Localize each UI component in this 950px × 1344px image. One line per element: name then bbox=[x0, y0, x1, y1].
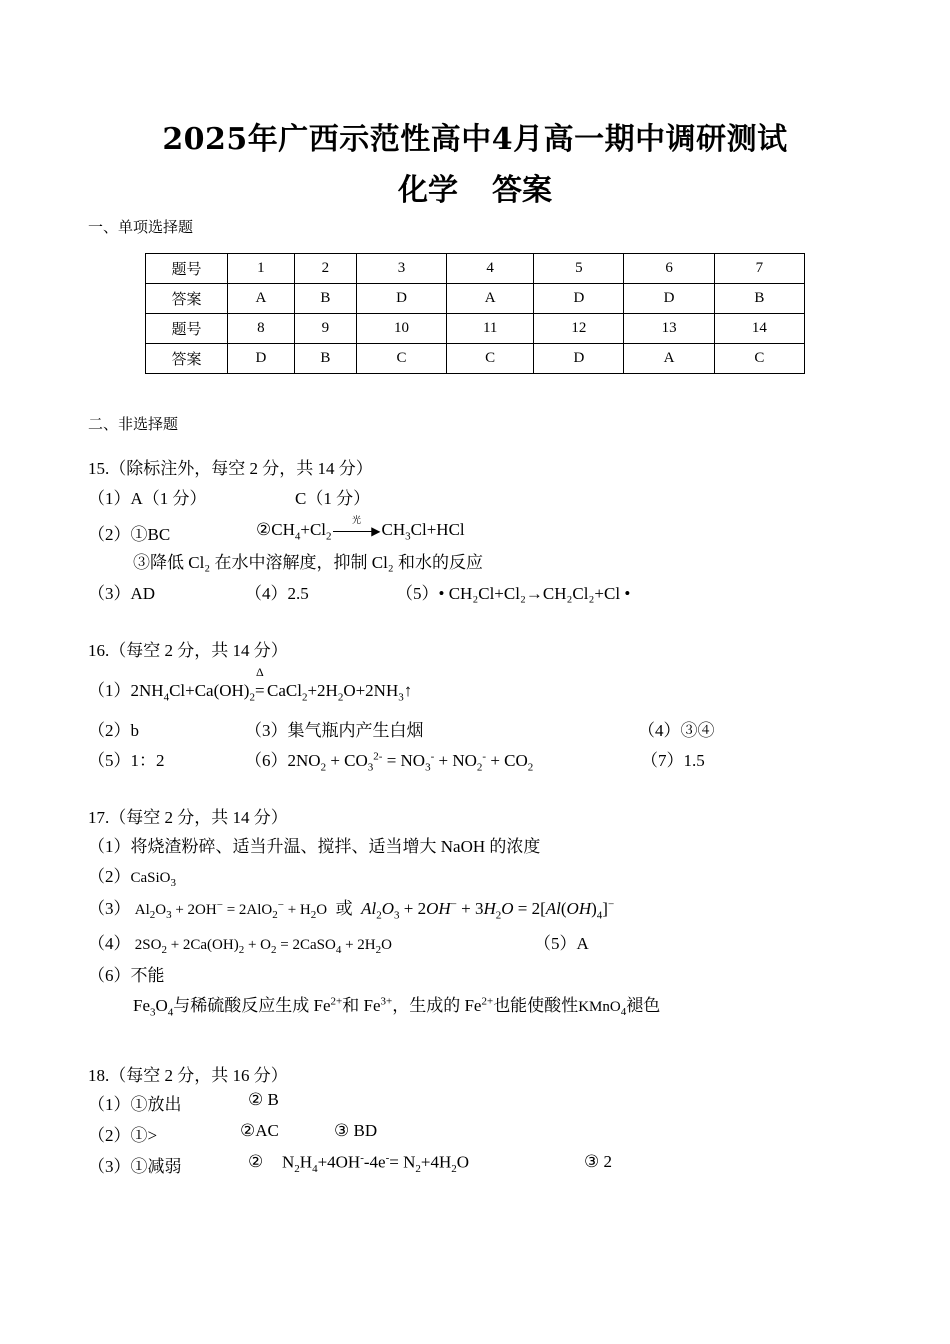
document-title: 2025年广西示范性高中4月高一期中调研测试 bbox=[162, 122, 788, 157]
table-cell: 题号 bbox=[146, 254, 228, 284]
table-cell: 5 bbox=[534, 254, 624, 284]
q15-line3: ③降低 Cl₂ 在水中溶解度，抑制 Cl₂ 和水的反应 bbox=[133, 553, 483, 572]
table-cell: C bbox=[356, 344, 446, 374]
subject-label: 化学 bbox=[398, 173, 458, 208]
q18-answer-1a: （1）①放出 bbox=[88, 1095, 182, 1114]
table-cell: 2 bbox=[294, 254, 356, 284]
q17-line2 bbox=[88, 862, 176, 889]
table-cell: D bbox=[624, 284, 714, 314]
q17-label-2: （2） bbox=[88, 867, 131, 886]
table-cell: 13 bbox=[624, 314, 714, 344]
answer-table bbox=[145, 253, 805, 374]
equation-text: ②CH bbox=[256, 520, 295, 539]
table-cell: 1 bbox=[228, 254, 295, 284]
q15-answer-1a: （1）A（1 分） bbox=[88, 489, 207, 508]
q16-answer-7: （7）1.5 bbox=[641, 751, 705, 770]
q15-line2 bbox=[88, 515, 465, 545]
q17-heading: 17.（每空 2 分，共 14 分） bbox=[88, 808, 288, 827]
q17-line6: $Fe_3O_4$与稀硫酸反应生成 $Fe^{2+}$和 $Fe^{3+}$，生成的 $Fe^{2+}$也能使酸性KMnO$_4$褪色 bbox=[133, 995, 661, 1019]
q16-line1: $(1)2NH_4Cl+Ca(OH)_2$ Δ = $CaCl_2+2H_2O+2NH_3↑$ bbox=[88, 665, 413, 704]
table-row bbox=[146, 344, 805, 374]
kmno4-formula: KMnO$_4$ bbox=[578, 999, 627, 1018]
table-cell: A bbox=[624, 344, 714, 374]
q16-line3 bbox=[88, 746, 705, 774]
document-subtitle bbox=[0, 165, 950, 209]
table-cell: 答案 bbox=[146, 344, 228, 374]
table-cell: C bbox=[447, 344, 534, 374]
table-cell: 11 bbox=[447, 314, 534, 344]
table-cell: D bbox=[356, 284, 446, 314]
q17-answer-5: （5）A bbox=[534, 934, 589, 953]
section-heading-non-choice: 二、非选择题 bbox=[88, 415, 179, 433]
q18-answer-2b: ②AC bbox=[240, 1121, 279, 1140]
table-cell: B bbox=[294, 284, 356, 314]
q18-line2 bbox=[88, 1121, 378, 1146]
q17-line3: （3） $Al_2O_3 + 2OH^- = 2AlO_2^- + H_2O$ 或 $Al_2O_3 + 2OH^- + 3H_2O = 2[Al(OH)_4]^-$ bbox=[88, 898, 615, 922]
table-cell: 14 bbox=[714, 314, 804, 344]
table-row bbox=[146, 314, 805, 344]
q17-text: ，生成的 Fe bbox=[392, 996, 482, 1015]
q15-answer-5: （5）• CH₂Cl+Cl₂→CH₂Cl₂+Cl • bbox=[396, 584, 631, 603]
q18-electrode-equation: $N_2H_4+4OH^--4e^-= N_2+4H_2O$ bbox=[282, 1152, 470, 1176]
q17-line1: （1）将烧渣粉碎、适当升温、搅拌、适当增大 NaOH 的浓度 bbox=[88, 837, 541, 856]
q15-line4 bbox=[88, 579, 631, 604]
table-cell: 9 bbox=[294, 314, 356, 344]
q16-answer-5: （5）1：2 bbox=[88, 751, 165, 770]
table-cell: 7 bbox=[714, 254, 804, 284]
table-cell: 10 bbox=[356, 314, 446, 344]
q15-answer-2a: （2）①BC bbox=[88, 525, 171, 544]
table-cell: 答案 bbox=[146, 284, 228, 314]
q17-answer-2: CaSiO$_3$ bbox=[130, 870, 177, 889]
q17-text: 褪色 bbox=[626, 996, 661, 1015]
q17-equation-4: $2SO_2 + 2Ca(OH)_2 + O_2$ = 2CaSO$_4$ + $2H_2O$ bbox=[134, 937, 392, 956]
q15-line1 bbox=[88, 484, 371, 509]
q16-answer-4: （4）③④ bbox=[638, 721, 715, 740]
table-cell: C bbox=[714, 344, 804, 374]
heat-symbol: Δ bbox=[255, 665, 264, 679]
section-heading-single-choice: 一、单项选择题 bbox=[88, 218, 194, 236]
q17-label-4: （4） bbox=[88, 934, 131, 953]
table-cell: 6 bbox=[624, 254, 714, 284]
q17-line5: （6）不能 bbox=[88, 966, 165, 985]
q15-answer-4: （4）2.5 bbox=[245, 584, 309, 603]
q18-answer-2c: ③ BD bbox=[334, 1121, 378, 1140]
q15-reaction-equation: $②CH_4+Cl_2$ 光 ▶ $CH_3Cl+HCl$ bbox=[256, 515, 465, 543]
q17-text: 也能使酸性 bbox=[493, 996, 579, 1015]
q18-answer-3a: （3）①减弱 bbox=[88, 1157, 182, 1176]
q18-answer-1b: ② B bbox=[248, 1090, 279, 1109]
q17-or: 或 bbox=[335, 899, 353, 918]
q15-heading: 15.（除标注外，每空 2 分，共 14 分） bbox=[88, 459, 373, 478]
table-cell: 12 bbox=[534, 314, 624, 344]
table-cell: 题号 bbox=[146, 314, 228, 344]
table-cell: D bbox=[534, 284, 624, 314]
q18-answer-2a: （2）①> bbox=[88, 1126, 158, 1145]
q17-label-3: （3） bbox=[88, 899, 131, 918]
heat-equals-icon: Δ = bbox=[254, 665, 265, 700]
q18-line1 bbox=[88, 1090, 279, 1115]
q16-answer-6: $(6)2NO_2 + CO_3^{2-} = NO_3^- + NO_2^- + CO_2$ bbox=[245, 750, 534, 774]
table-row bbox=[146, 284, 805, 314]
q18-heading: 18.（每空 2 分，共 16 分） bbox=[88, 1066, 288, 1085]
q16-heading: 16.（每空 2 分，共 14 分） bbox=[88, 641, 288, 660]
q18-line3 bbox=[88, 1152, 612, 1177]
table-cell: A bbox=[447, 284, 534, 314]
arrow-label: 光 bbox=[352, 515, 362, 526]
q15-answer-1b: C（1 分） bbox=[295, 489, 371, 508]
equation-text: （1）2NH bbox=[88, 681, 164, 700]
gas-up-arrow-icon: ↑ bbox=[403, 681, 413, 700]
answer-label: 答案 bbox=[492, 173, 552, 208]
table-cell: D bbox=[534, 344, 624, 374]
table-row bbox=[146, 254, 805, 284]
arrow-light-icon: 光 ▶ bbox=[333, 524, 381, 538]
q17-equation-a: $Al_2O_3 + 2OH^- = 2AlO_2^- + H_2O$ bbox=[134, 899, 328, 921]
table-cell: 4 bbox=[447, 254, 534, 284]
q16-line2 bbox=[88, 716, 715, 741]
table-cell: 8 bbox=[228, 314, 295, 344]
q17-equation-b: Al bbox=[361, 899, 377, 918]
table-cell: B bbox=[294, 344, 356, 374]
q18-label-3b: ② bbox=[248, 1152, 264, 1171]
q15-answer-3: （3）AD bbox=[88, 584, 156, 603]
q17-line4 bbox=[88, 929, 589, 956]
q16-answer-2: （2）b bbox=[88, 721, 139, 740]
q18-answer-3c: ③ 2 bbox=[584, 1152, 612, 1171]
q17-text: 与稀硫酸反应生成 Fe bbox=[173, 996, 331, 1015]
table-cell: B bbox=[714, 284, 804, 314]
table-cell: 3 bbox=[356, 254, 446, 284]
table-cell: A bbox=[228, 284, 295, 314]
q17-text: 和 Fe bbox=[342, 996, 381, 1015]
table-cell: D bbox=[228, 344, 295, 374]
q16-answer-3: （3）集气瓶内产生白烟 bbox=[245, 721, 424, 740]
